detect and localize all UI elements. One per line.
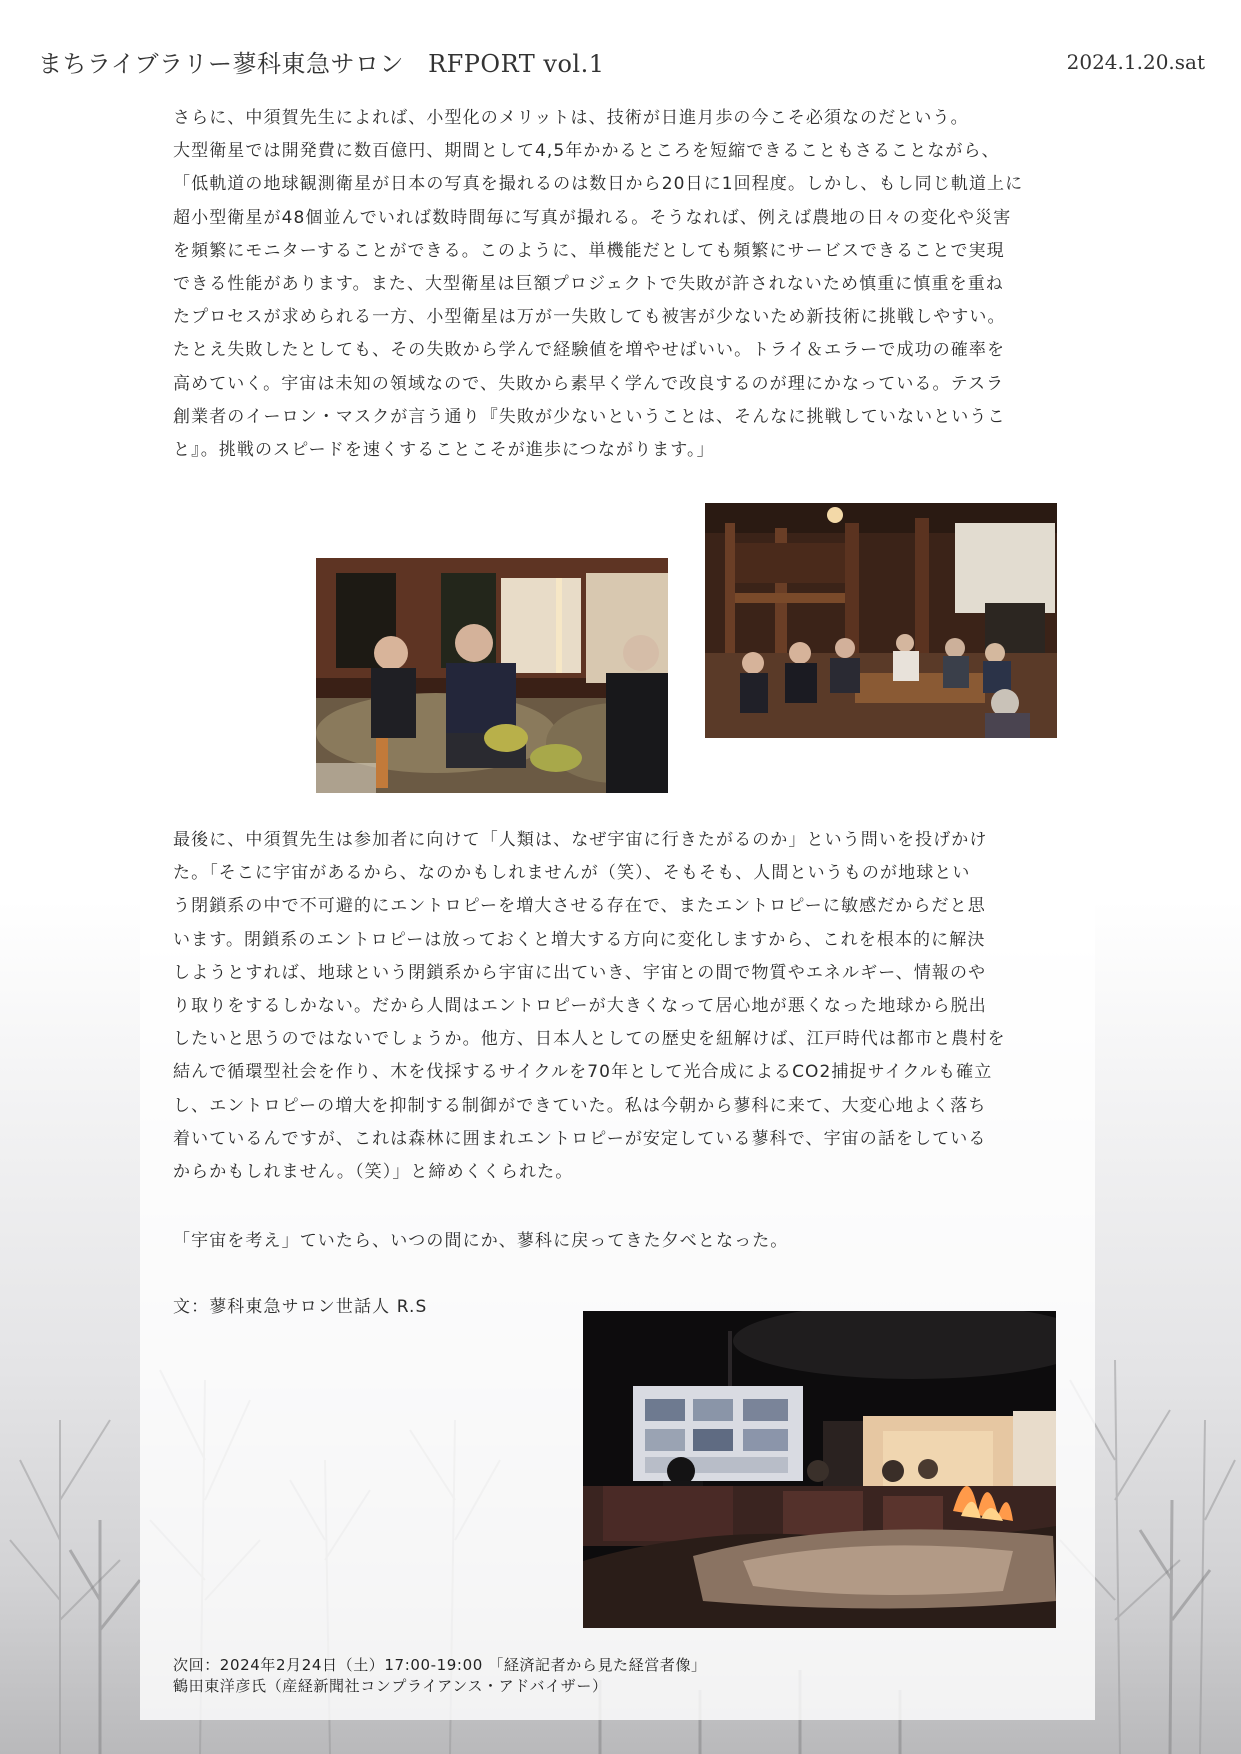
body-paragraph-1: さらに、中須賀先生によれば、小型化のメリットは、技術が日進月歩の今こそ必須なのだという。 大型衛星では開発費に数百億円、期間として4,5年かかるところを短縮できることもさることながら、 「低軌道の地球観測衛星が日本の写真を撮れるのは数日から20日に1回程度。しかし、もし同じ軌道上に 超小型衛星が48個並んでいれば数時間毎に写真が撮れる。そうなれば、例えば農地の日々の変化や災害 を頻繁にモニターすることができる。このように、単機能だとしても頻繁にサービスできることで実現 できる性能があります。また、大型衛星は巨額プロジェクトで失敗が許されないため慎重に慎重を重ね たプロセスが求められる一方、小型衛星は万が一失敗しても被害が少ないため新技術に挑戦しやすい。 たとえ失敗したとしても、その失敗から学んで経験値を増やせばいい。トライ＆エラーで成功の確率を 高めていく。宇宙は未知の領域なので、失敗から素早く学んで改良するのが理にかなっている。テスラ 創業者のイーロン・マスクが言う通り『失敗が少ないということは、そんなに挑戦していないというこ と』。挑戦のスピードを速くすることこそが進歩につながります。」 (173, 108, 1024, 461)
body-paragraph-3: 「宇宙を考え」ていたら、いつの間にか、蓼科に戻ってきた夕べとなった。 (173, 1231, 789, 1251)
photo-lodge-attendees (705, 503, 1057, 738)
report-volume: RFPORT vol.1 (428, 50, 605, 78)
photo-speakers-on-sofa (316, 558, 668, 793)
next-event-speaker: 鶴田東洋彦氏（産経新聞社コンプライアンス・アドバイザー） (173, 1677, 608, 1695)
library-name: まちライブラリー蓼科東急サロン (38, 50, 405, 78)
report-header-title (38, 44, 604, 79)
photo-presentation-fireplace (583, 1311, 1056, 1628)
body-paragraph-2: 最後に、中須賀先生は参加者に向けて「人類は、なぜ宇宙に行きたがるのか」という問いを投げかけ た。「そこに宇宙があるから、なのかもしれませんが（笑）、そもそも、人間というものが地球とい う閉鎖系の中で不可避的にエントロピーを増大させる存在で、またエントロピーに敏感だからだと思 います。閉鎖系のエントロピーは放っておくと増大する方向に変化しますから、これを根本的に解決 しようとすれば、地球という閉鎖系から宇宙に出ていき、宇宙との間で物質やエネルギー、情報のや り取りをするしかない。だから人間はエントロピーが大きくなって居心地が悪くなった地球から脱出 したいと思うのではないでしょうか。他方、日本人としての歴史を紐解けば、江戸時代は都市と農村を 結んで循環型社会を作り、木を伐採するサイクルを70年として光合成によるCO2捕捉サイクルも確立 し、エントロピーの増大を抑制する制御ができていた。私は今朝から蓼科に来て、大変心地よく落ち 着いているんですが、これは森林に囲まれエントロピーが安定している蓼科で、宇宙の話をしている からかもしれません。（笑）」と締めくくられた。 (173, 830, 1006, 1183)
event-date: 2024.1.20.sat (1066, 50, 1205, 74)
next-event-date-topic: 次回：2024年2月24日（土）17:00-19:00 「経済記者から見た経営者像」 (173, 1656, 707, 1674)
next-event-notice (173, 1655, 707, 1697)
author-credit: 文：蓼科東急サロン世話人 R.S (173, 1297, 428, 1317)
